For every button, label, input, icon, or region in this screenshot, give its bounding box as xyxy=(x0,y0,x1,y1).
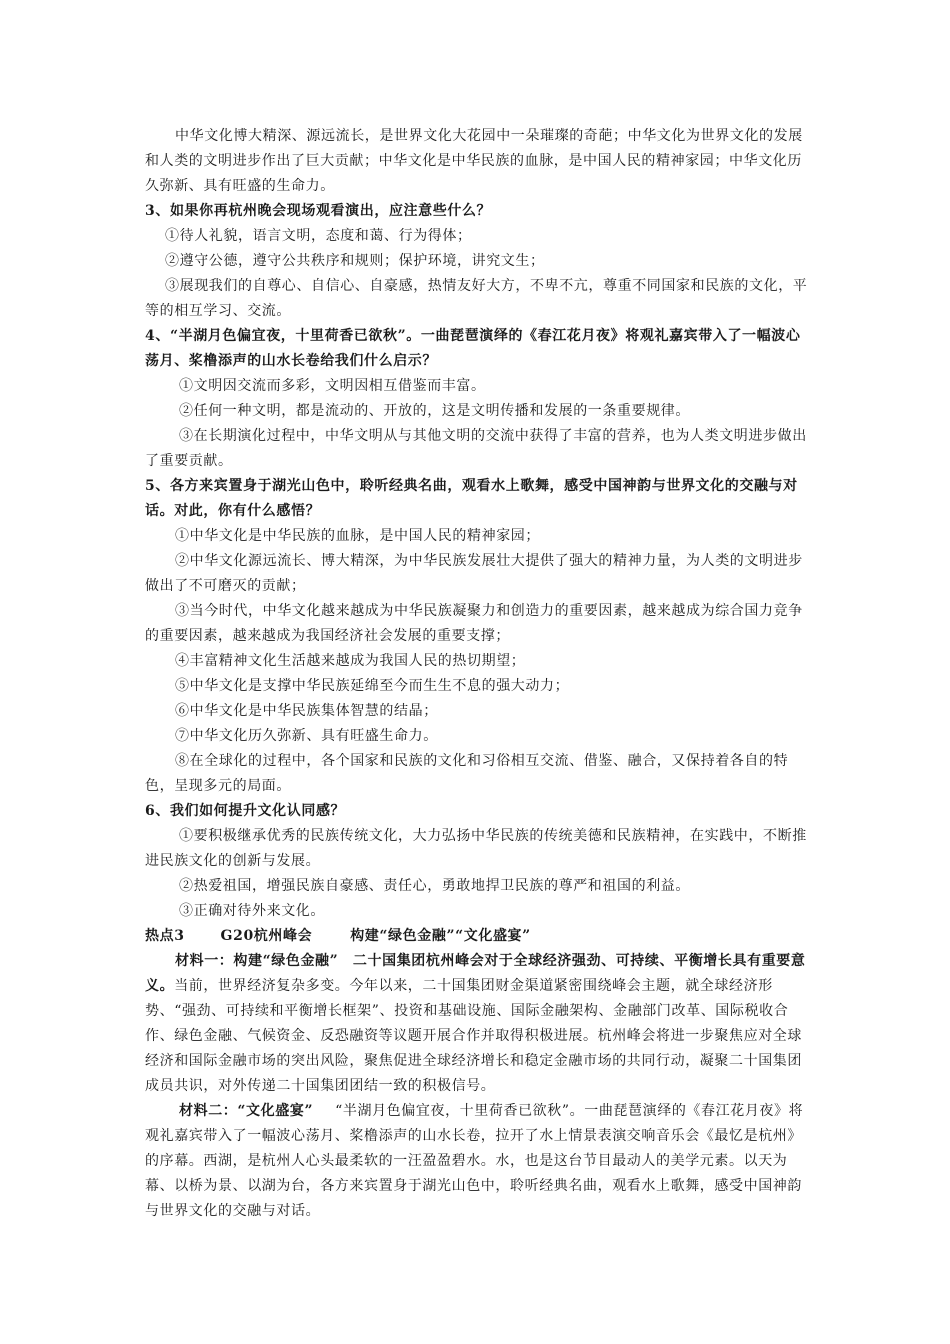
material-2-body: “半湖月色偏宜夜，十里荷香已欲秋”。一曲琵琶演绎的《春江花月夜》将观礼嘉宾带入了一幅波心荡月、桨橹添声的山水长卷，拉开了水上情景表演交响音乐会《最忆是杭州》的序幕。西湖，是杭州人心头最柔软的一汪盈盈碧水。水，也是这台节目最动人的美学元素。以天为幕、以桥为景、以湖为台，各方来宾置身于湖光山色中，聆听经典名曲，观看水上歌舞，感受中国神韵与世界文化的交融与对话。 xyxy=(145,1103,804,1219)
answer-3-1: ①待人礼貌，语言文明，态度和蔼、行为得体； xyxy=(165,228,472,244)
question-5: 5、各方来宾置身于湖光山色中，聆听经典名曲，观看水上歌舞，感受中国神韵与世界文化的交融与对话。对此，你有什么感悟？ xyxy=(145,478,798,519)
hotspot-label: 热点3 xyxy=(145,928,185,944)
answer-5-2: ②中华文化源远流长、博大精深，为中华民族发展壮大提供了强大的精神力量，为人类的文明进步做出了不可磨灭的贡献； xyxy=(145,553,803,594)
material-2 xyxy=(145,1099,813,1224)
answer-5-7: ⑦中华文化历久弥新、具有旺盛生命力。 xyxy=(175,728,438,744)
answer-4-2: ②任何一种文明，都是流动的、开放的，这是文明传播和发展的一条重要规律。 xyxy=(179,403,690,419)
question-4: 4、“半湖月色偏宜夜，十里荷香已欲秋”。一曲琵琶演绎的《春江花月夜》将观礼嘉宾带入了一幅波心荡月、桨橹添声的山水长卷给我们什么启示？ xyxy=(145,328,801,369)
answer-5-5: ⑤中华文化是支撑中华民族延绵至今而生生不息的强大动力； xyxy=(175,678,570,694)
material-1-lead: 材料一：构建“绿色金融” 二十国集团杭州峰会对于全球经济强劲、可持续、平衡增长具有重要意义。 xyxy=(145,953,806,994)
material-1 xyxy=(145,949,813,1099)
answer-3-2: ②遵守公德，遵守公共秩序和规则；保护环境，讲究文生； xyxy=(165,253,545,269)
answer-6-3: ③正确对待外来文化。 xyxy=(179,903,325,919)
answer-5-1: ①中华文化是中华民族的血脉，是中国人民的精神家园； xyxy=(175,528,540,544)
answer-5-4: ④丰富精神文化生活越来越成为我国人民的热切期望； xyxy=(175,653,526,669)
answer-6-2: ②热爱祖国，增强民族自豪感、责任心，勇敢地捍卫民族的尊严和祖国的利益。 xyxy=(179,878,690,894)
material-1-body: 当前，世界经济复杂多变。今年以来，二十国集团财金渠道紧密围绕峰会主题，就全球经济形势、“强劲、可持续和平衡增长框架”、投资和基础设施、国际金融架构、金融部门改革、国际税收合作、绿色金融、气候资金、反恐融资等议题开展合作并取得积极进展。杭州峰会将进一步聚焦应对全球经济和国际金融市场的突出风险，聚焦促进全球经济增长和稳定金融市场的共同行动，凝聚二十国集团成员共识，对外传递二十国集团团结一致的积极信号。 xyxy=(145,978,802,1094)
answer-4-1: ①文明因交流而多彩，文明因相互借鉴而丰富。 xyxy=(179,378,486,394)
hotspot-heading xyxy=(145,924,813,949)
intro-paragraph: 中华文化博大精深、源远流长，是世界文化大花园中一朵璀璨的奇葩；中华文化为世界文化的发展和人类的文明进步作出了巨大贡献；中华文化是中华民族的血脉，是中国人民的精神家园；中华文化历久弥新、具有旺盛的生命力。 xyxy=(145,128,803,194)
answer-5-6: ⑥中华文化是中华民族集体智慧的结晶； xyxy=(175,703,438,719)
answer-5-3: ③当今时代，中华文化越来越成为中华民族凝聚力和创造力的重要因素，越来越成为综合国力竞争的重要因素，越来越成为我国经济社会发展的重要支撑； xyxy=(145,603,803,644)
answer-4-3: ③在长期演化过程中，中华文明从与其他文明的交流中获得了丰富的营养，也为人类文明进步做出了重要贡献。 xyxy=(145,428,807,469)
hotspot-theme: 构建“绿色金融”“文化盛宴” xyxy=(350,928,531,944)
material-2-lead: 材料二：“文化盛宴” xyxy=(179,1103,314,1119)
answer-3-3: ③展现我们的自尊心、自信心、自豪感，热情友好大方，不卑不亢，尊重不同国家和民族的文化，平等的相互学习、交流。 xyxy=(145,278,808,319)
hotspot-topic: G20杭州峰会 xyxy=(220,928,313,944)
question-6: 6、我们如何提升文化认同感？ xyxy=(145,803,346,819)
question-3: 3、如果你再杭州晚会现场观看演出，应注意些什么？ xyxy=(145,203,492,219)
answer-6-1: ①要积极继承优秀的民族传统文化，大力弘扬中华民族的传统美德和民族精神，在实践中，不断推进民族文化的创新与发展。 xyxy=(145,828,807,869)
answer-5-8: ⑧在全球化的过程中，各个国家和民族的文化和习俗相互交流、借鉴、融合，又保持着各自的特色，呈现多元的局面。 xyxy=(145,753,789,794)
